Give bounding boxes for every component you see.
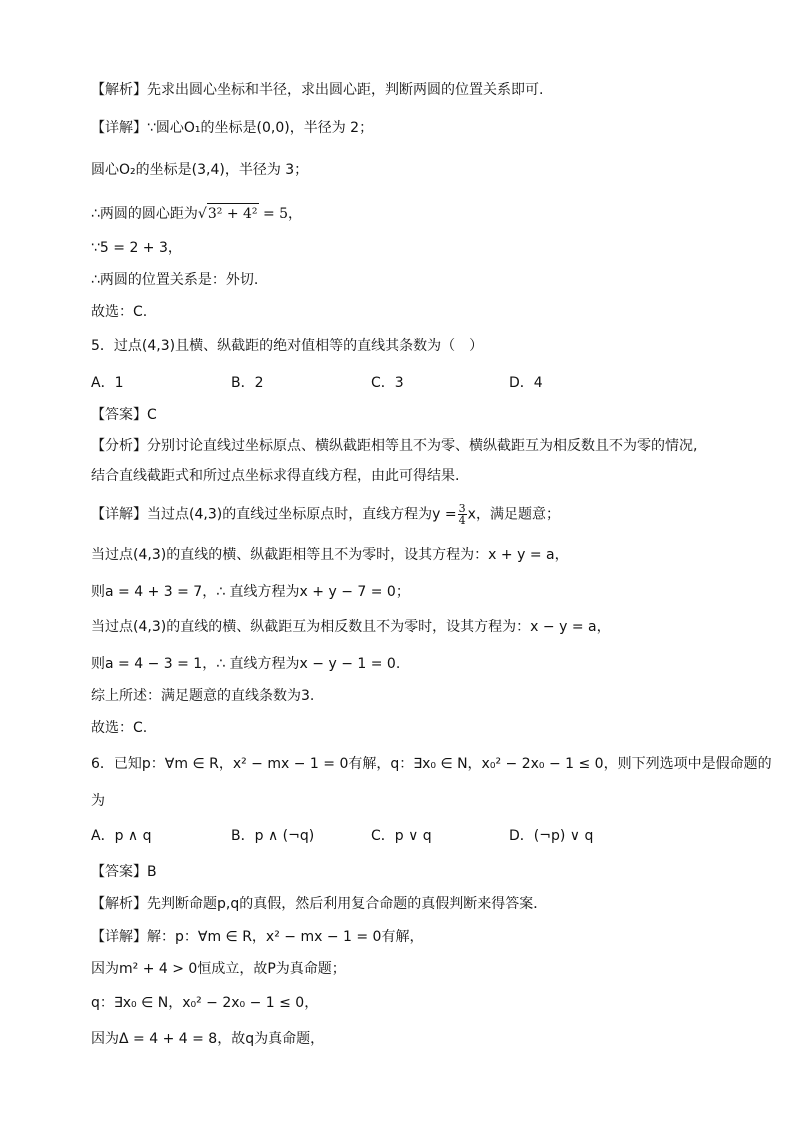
q4-detail-2: 圆心O₂的坐标是(3,4)，半径为 3； bbox=[91, 162, 309, 178]
q6-option-b: B．p ∧ (¬q) bbox=[231, 828, 315, 844]
q5-analysis-2: 结合直线截距式和所过点坐标求得直线方程，由此可得结果. bbox=[91, 468, 460, 484]
q6-option-d: D．(¬p) ∨ q bbox=[509, 828, 594, 844]
q4-analysis: 【解析】先求出圆心坐标和半径，求出圆心距，判断两圆的位置关系即可. bbox=[91, 82, 544, 98]
q5-detail-1 bbox=[91, 503, 560, 526]
q6-detail-3: q：∃x₀ ∈ N，x₀² − 2x₀ − 1 ≤ 0， bbox=[91, 995, 319, 1011]
q6-stem-1: 6．已知p：∀m ∈ R，x² − mx − 1 = 0有解，q：∃x₀ ∈ N，x₀² − 2x₀ − 1 ≤ 0，则下列选项中是假命题的 bbox=[91, 756, 772, 772]
q4-choose: 故选：C. bbox=[91, 304, 148, 320]
q5-detail-2: 当过点(4,3)的直线的横、纵截距相等且不为零时，设其方程为：x + y = a， bbox=[91, 547, 569, 563]
q6-stem-2: 为 bbox=[91, 793, 105, 809]
q6-detail-4: 因为Δ = 4 + 4 = 8，故q为真命题， bbox=[91, 1031, 325, 1047]
q5-fraction-den: 4 bbox=[458, 514, 466, 527]
q6-answer: 【答案】B bbox=[91, 864, 157, 880]
q5-detail-5: 则a = 4 − 3 = 1，∴ 直线方程为x − y − 1 = 0. bbox=[91, 656, 401, 672]
q5-detail-1-suffix: x，满足题意； bbox=[467, 506, 560, 523]
q5-stem: 5．过点(4,3)且横、纵截距的绝对值相等的直线其条数为（ ） bbox=[91, 338, 484, 354]
q6-detail-2: 因为m² + 4 > 0恒成立，故P为真命题； bbox=[91, 961, 346, 977]
q5-fraction bbox=[458, 503, 467, 526]
q5-fraction-num: 3 bbox=[458, 502, 466, 515]
q5-detail-4: 当过点(4,3)的直线的横、纵截距互为相反数且不为零时，设其方程为：x − y = a， bbox=[91, 619, 611, 635]
q5-option-a: A．1 bbox=[91, 375, 124, 391]
q5-answer: 【答案】C bbox=[91, 407, 157, 423]
q5-analysis-1: 【分析】分别讨论直线过坐标原点、横纵截距相等且不为零、横纵截距互为相反数且不为零的情况, bbox=[91, 438, 698, 454]
q4-detail-5: ∴两圆的位置关系是：外切. bbox=[91, 272, 259, 288]
q4-detail-3-suffix: = 5， bbox=[262, 206, 303, 222]
q5-option-c: C．3 bbox=[371, 375, 404, 391]
q5-choose: 故选：C. bbox=[91, 720, 148, 736]
q4-detail-3: ∴两圆的圆心距为√3² + 4² = 5， bbox=[91, 203, 302, 224]
q6-detail-1: 【详解】解：p：∀m ∈ R，x² − mx − 1 = 0有解， bbox=[91, 929, 424, 945]
q5-option-b: B．2 bbox=[231, 375, 264, 391]
q6-option-c: C．p ∨ q bbox=[371, 828, 432, 844]
q5-summary: 综上所述：满足题意的直线条数为3. bbox=[91, 688, 315, 704]
q4-detail-1: 【详解】∵圆心O₁的坐标是(0,0)，半径为 2； bbox=[91, 120, 374, 136]
q5-option-d: D．4 bbox=[509, 375, 543, 391]
q4-sqrt-expr: 3² + 4² bbox=[207, 203, 259, 224]
q6-option-a: A．p ∧ q bbox=[91, 828, 152, 844]
q5-detail-1-prefix: 【详解】当过点(4,3)的直线过坐标原点时，直线方程为y = bbox=[91, 506, 457, 523]
q4-detail-3-prefix: ∴两圆的圆心距为 bbox=[91, 206, 198, 222]
q6-analysis: 【解析】先判断命题p,q的真假，然后利用复合命题的真假判断来得答案． bbox=[91, 896, 548, 912]
q5-detail-3: 则a = 4 + 3 = 7，∴ 直线方程为x + y − 7 = 0； bbox=[91, 584, 410, 600]
q4-detail-4: ∵5 = 2 + 3， bbox=[91, 240, 182, 256]
